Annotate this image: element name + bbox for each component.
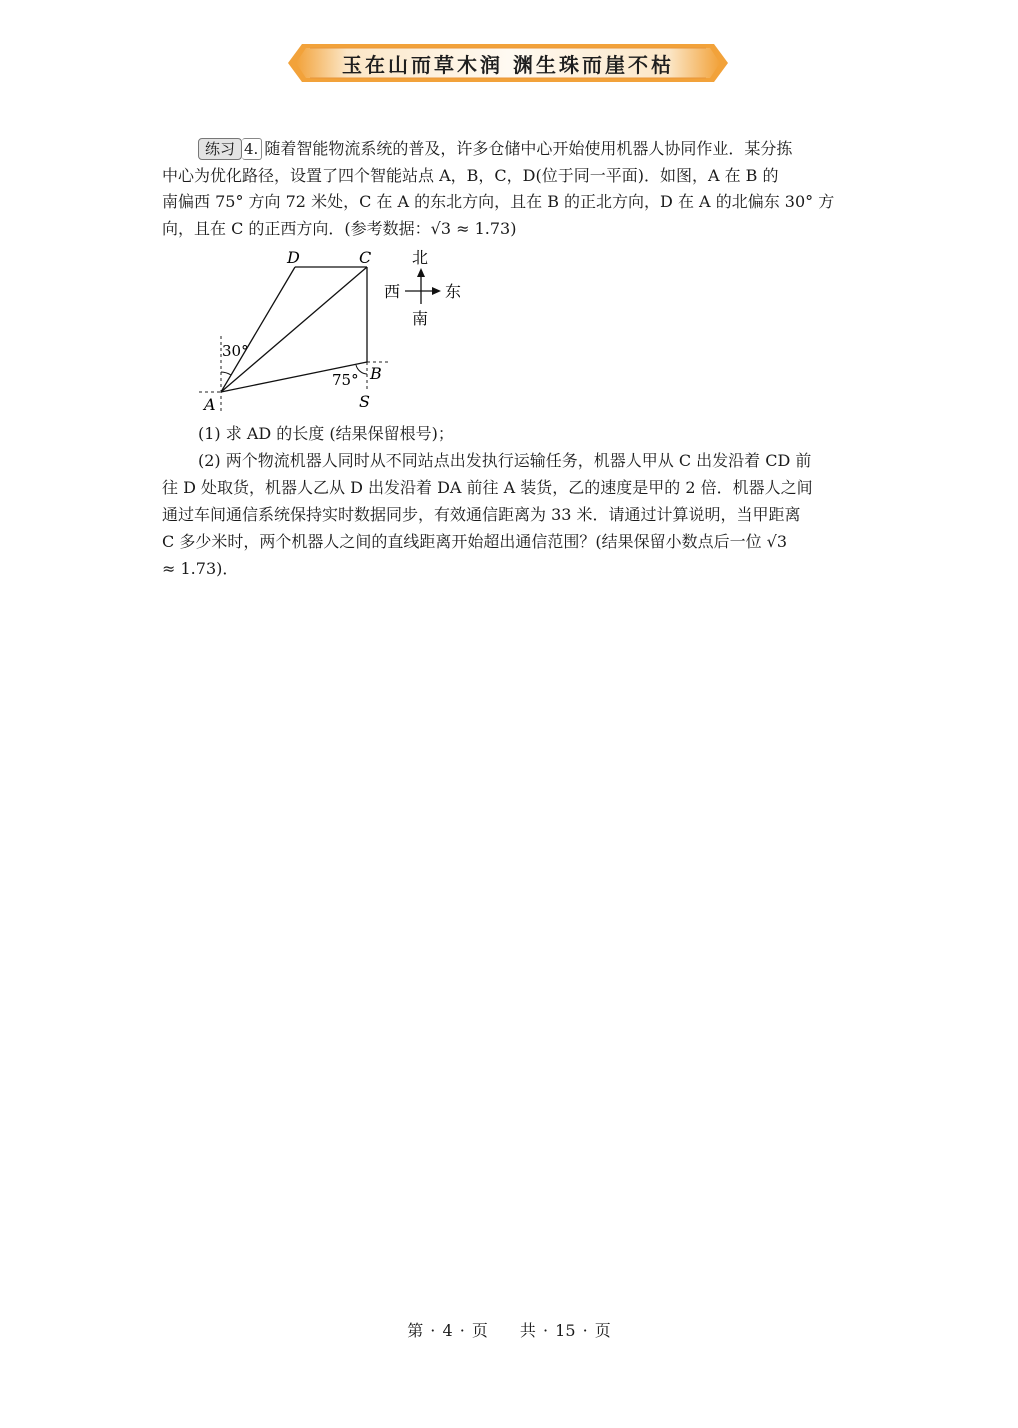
problem-line-4: 向，且在 C 的正西方向．(参考数据：√3 ≈ 1.73)	[162, 218, 517, 238]
problem-line-2: 中心为优化路径，设置了四个智能站点 A，B，C，D(位于同一平面)．如图，A 在 B 的	[162, 165, 779, 185]
east-arrow-icon	[432, 287, 441, 295]
problem-statement	[162, 136, 862, 242]
label-a: A	[204, 395, 216, 414]
angle-label-75: 75°	[332, 371, 359, 389]
problem-line-1: 练习 4. 随着智能物流系统的普及，许多仓储中心开始使用机器人协同作业．某分拣	[162, 136, 862, 163]
compass-north: 北	[412, 248, 429, 267]
compass-south: 南	[412, 309, 429, 328]
question-2-line-1: (2) 两个物流机器人同时从不同站点出发执行运输任务，机器人甲从 C 出发沿着 CD 前	[198, 451, 812, 470]
angle-label-30: 30°	[222, 342, 249, 360]
question-2-line-2: 往 D 处取货，机器人乙从 D 出发沿着 DA 前往 A 装货，乙的速度是甲的 2 倍．机器人之间	[162, 478, 813, 497]
compass-west: 西	[384, 282, 401, 301]
compass	[384, 248, 461, 328]
label-c: C	[359, 248, 372, 267]
question-2-line-3: 通过车间通信系统保持实时数据同步，有效通信距离为 33 米．请通过计算说明，当甲距离	[162, 505, 801, 524]
question-2-line-4: C 多少米时，两个机器人之间的直线距离开始超出通信范围？(结果保留小数点后一位 √3	[162, 532, 788, 551]
sub-questions	[162, 420, 862, 582]
arc-30	[221, 372, 231, 375]
label-s: S	[359, 392, 370, 411]
problem-number: 4.	[242, 138, 262, 160]
label-d: D	[287, 248, 300, 267]
north-arrow-icon	[417, 268, 425, 277]
problem-line-3: 南偏西 75° 方向 72 米处，C 在 A 的东北方向，且在 B 的正北方向，D 在 A 的北偏东 30° 方	[162, 192, 835, 211]
header-banner	[288, 42, 728, 84]
header-motto: 玉在山而草木润 渊生珠而崖不枯	[342, 52, 674, 77]
label-b: B	[370, 364, 382, 383]
page-footer: 第 · 4 · 页 共 · 15 · 页	[407, 1321, 611, 1340]
geometry-figure	[195, 246, 475, 416]
question-2-line-5: ≈ 1.73)．	[162, 559, 239, 578]
question-1: (1) 求 AD 的长度 (结果保留根号)；	[198, 424, 454, 443]
practice-tag: 练习	[198, 138, 242, 160]
diagram-svg	[195, 246, 475, 416]
segment-ad	[221, 267, 295, 392]
compass-east: 东	[445, 282, 462, 301]
